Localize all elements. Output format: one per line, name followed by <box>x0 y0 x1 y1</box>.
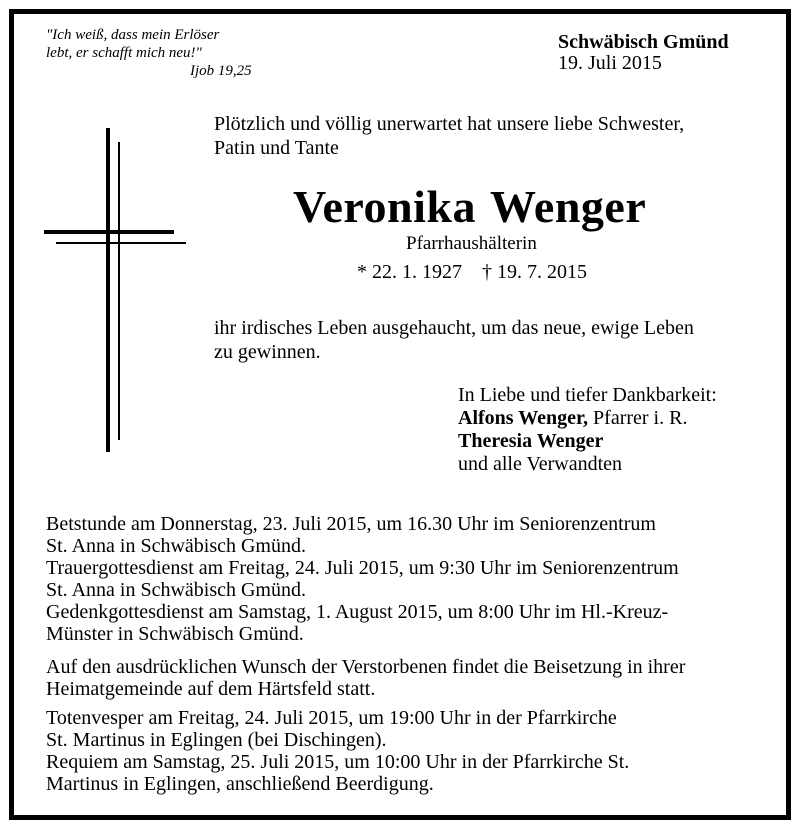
header-date: 19. Juli 2015 <box>558 52 662 74</box>
life-line-2: zu gewinnen. <box>214 341 321 363</box>
death-date: † 19. 7. 2015 <box>482 261 587 283</box>
service-line: St. Martinus in Eglingen (bei Dischingen). <box>46 729 387 751</box>
life-text <box>214 316 694 364</box>
service-line: Gedenkgottesdienst am Samstag, 1. August 2015, um 8:00 Uhr im Hl.-Kreuz- <box>46 601 669 623</box>
service-line: Requiem am Samstag, 25. Juli 2015, um 10:00 Uhr in der Pfarrkirche St. <box>46 751 630 773</box>
deceased-name <box>293 180 646 233</box>
quote-reference: Ijob 19,25 <box>190 63 252 79</box>
bible-quote <box>46 26 252 79</box>
service-line: Auf den ausdrücklichen Wunsch der Verstorbenen findet die Beisetzung in ihrer <box>46 656 686 678</box>
first-name: Veronika <box>293 181 476 232</box>
header-place: Schwäbisch Gmünd <box>558 31 729 53</box>
service-line: Martinus in Eglingen, anschließend Beerdigung. <box>46 773 434 795</box>
mourners-intro: In Liebe und tiefer Dankbarkeit: <box>458 384 717 406</box>
life-dates <box>357 261 587 284</box>
mourner-1-title: Pfarrer i. R. <box>588 407 688 429</box>
mourner-1-name: Alfons Wenger, <box>458 407 589 429</box>
mourner-2-name: Theresia Wenger <box>458 430 604 452</box>
service-line: Heimatgemeinde auf dem Härtsfeld statt. <box>46 678 376 700</box>
service-line: Trauergottesdienst am Freitag, 24. Juli 2015, um 9:30 Uhr im Seniorenzentrum <box>46 557 679 579</box>
services-block-3 <box>46 707 629 795</box>
service-line: St. Anna in Schwäbisch Gmünd. <box>46 579 306 601</box>
quote-line-1: "Ich weiß, dass mein Erlöser <box>46 27 220 43</box>
intro-line-1: Plötzlich und völlig unerwartet hat unsere liebe Schwester, <box>214 113 685 135</box>
services-block-1 <box>46 513 679 645</box>
life-line-1: ihr irdisches Leben ausgehaucht, um das neue, ewige Leben <box>214 317 694 339</box>
service-line: St. Anna in Schwäbisch Gmünd. <box>46 535 306 557</box>
last-name: Wenger <box>489 181 647 232</box>
services-block-2 <box>46 656 685 700</box>
mourners <box>458 384 717 476</box>
intro-text <box>214 112 684 160</box>
mourners-others: und alle Verwandten <box>458 453 623 475</box>
deceased-role: Pfarrhaushälterin <box>406 233 537 254</box>
service-line: Münster in Schwäbisch Gmünd. <box>46 623 304 645</box>
intro-line-2: Patin und Tante <box>214 137 339 159</box>
mourner-2 <box>458 430 717 453</box>
service-line: Betstunde am Donnerstag, 23. Juli 2015, um 16.30 Uhr im Seniorenzentrum <box>46 513 656 535</box>
mourner-1 <box>458 407 717 430</box>
service-line: Totenvesper am Freitag, 24. Juli 2015, um 19:00 Uhr in der Pfarrkirche <box>46 707 617 729</box>
birth-date: * 22. 1. 1927 <box>357 261 462 283</box>
quote-line-2: lebt, er schafft mich neu!" <box>46 45 202 61</box>
